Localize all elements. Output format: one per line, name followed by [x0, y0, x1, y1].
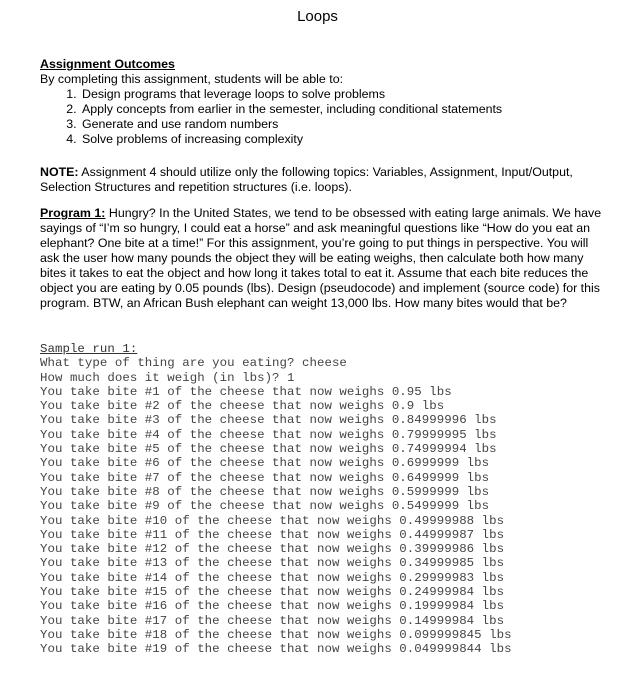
output-line: You take bite #15 of the cheese that now weighs 0.24999984 lbs [40, 585, 505, 600]
output-line: You take bite #5 of the cheese that now weighs 0.74999994 lbs [40, 442, 497, 457]
sample-run-output [40, 342, 512, 657]
output-line: You take bite #16 of the cheese that now weighs 0.19999984 lbs [40, 599, 505, 614]
page-title: Loops [297, 8, 338, 25]
output-line: You take bite #19 of the cheese that now weighs 0.049999844 lbs [40, 642, 512, 657]
outcomes-section [40, 57, 610, 147]
output-line: You take bite #14 of the cheese that now weighs 0.29999983 lbs [40, 570, 505, 585]
note-text: Assignment 4 should utilize only the following topics: Variables, Assignment, Input/Output, Selection Structures and repetition structures (i.e. loops). [40, 165, 573, 194]
output-line: You take bite #2 of the cheese that now weighs 0.9 lbs [40, 399, 445, 414]
program-label: Program 1: [40, 206, 106, 220]
output-line: How much does it weigh (in lbs)? 1 [40, 370, 295, 385]
output-line: You take bite #17 of the cheese that now weighs 0.14999984 lbs [40, 613, 505, 628]
output-line: You take bite #12 of the cheese that now weighs 0.39999986 lbs [40, 542, 505, 557]
outcome-item: 2. Apply concepts from earlier in the semester, including conditional statements [80, 102, 610, 117]
sample-run-heading: Sample run 1: [40, 342, 138, 356]
output-line: You take bite #18 of the cheese that now weighs 0.099999845 lbs [40, 627, 512, 642]
note-label: NOTE: [40, 165, 79, 179]
outcomes-intro: By completing this assignment, students will be able to: [40, 72, 344, 86]
output-line: You take bite #11 of the cheese that now weighs 0.44999987 lbs [40, 527, 505, 542]
program-paragraph [40, 206, 610, 311]
output-line: You take bite #3 of the cheese that now weighs 0.84999996 lbs [40, 413, 497, 428]
output-line: You take bite #6 of the cheese that now weighs 0.6999999 lbs [40, 456, 490, 471]
outcomes-list [40, 87, 610, 147]
output-line: You take bite #4 of the cheese that now weighs 0.79999995 lbs [40, 427, 497, 442]
outcomes-heading: Assignment Outcomes [40, 57, 175, 71]
note-paragraph [40, 165, 610, 195]
output-line: You take bite #7 of the cheese that now weighs 0.6499999 lbs [40, 470, 490, 485]
outcome-item: 3. Generate and use random numbers [80, 117, 610, 132]
program-text: Hungry? In the United States, we tend to be obsessed with eating large animals. We have sayings of “I’m so hungry, I could eat a horse” and ask meaningful questions like “How do you eat an elephant? One bite at a time!” For this assignment, you’re going to put things in perspective. You will ask the user how many pounds the object they will be eating weighs, then calculate both how many bites it takes to eat the object and how long it takes total to eat it. Assume that each bite reduces the object you are eating by 0.05 pounds (lbs). Design (pseudocode) and implement (source code) for this program. BTW, an African Bush elephant can weight 13,000 lbs. How many bites would that be? [40, 206, 602, 310]
output-line: You take bite #8 of the cheese that now weighs 0.5999999 lbs [40, 484, 490, 499]
output-line: What type of thing are you eating? cheese [40, 356, 347, 371]
outcome-item: 1. Design programs that leverage loops to solve problems [80, 87, 610, 102]
output-line: You take bite #1 of the cheese that now weighs 0.95 lbs [40, 384, 452, 399]
outcome-item: 4. Solve problems of increasing complexity [80, 132, 610, 147]
output-line: You take bite #10 of the cheese that now weighs 0.49999988 lbs [40, 513, 505, 528]
output-line: You take bite #9 of the cheese that now weighs 0.5499999 lbs [40, 499, 490, 514]
output-line: You take bite #13 of the cheese that now weighs 0.34999985 lbs [40, 556, 505, 571]
